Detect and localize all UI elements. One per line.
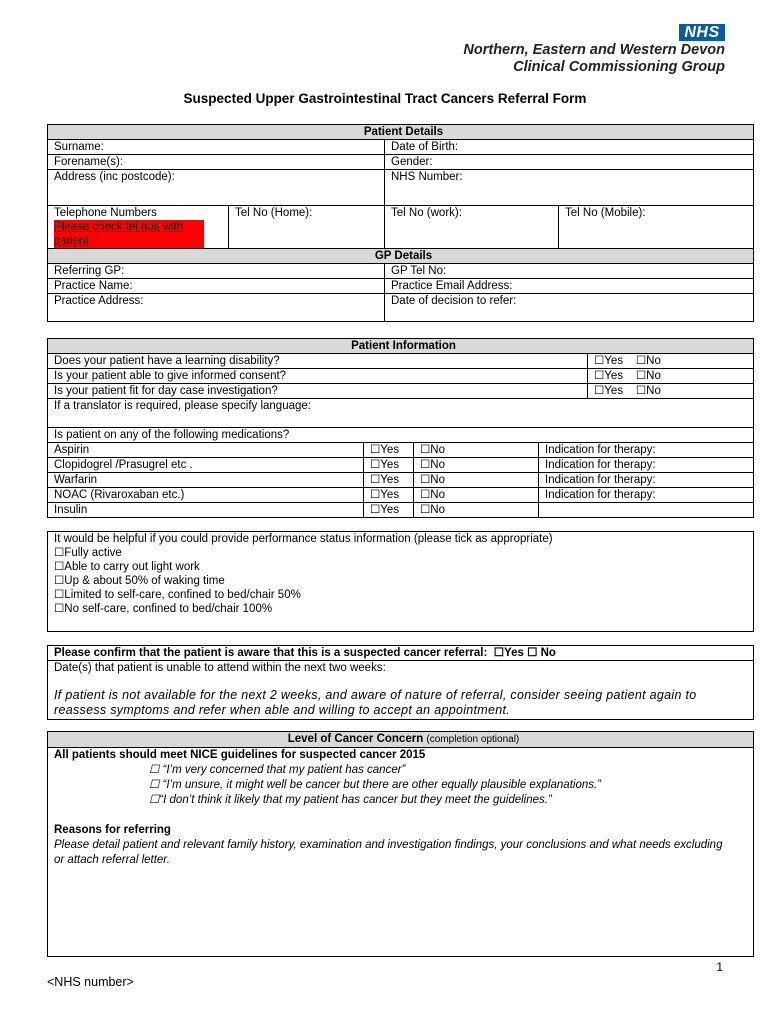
gp-tel-field[interactable]: GP Tel No: [385, 264, 754, 279]
performance-status-cell [48, 532, 754, 632]
surname-field[interactable]: Surname: [48, 140, 385, 155]
confirm-awareness-row [48, 646, 754, 661]
yes-no-cell [588, 354, 754, 369]
form-title: Suspected Upper Gastrointestinal Tract Cancers Referral Form [183, 91, 587, 106]
performance-option-light-work[interactable]: ☐Able to carry out light work [54, 561, 200, 573]
org-name-line2: Clinical Commissioning Group [513, 59, 725, 75]
medication-insulin: Insulin [48, 503, 364, 518]
concern-body [48, 748, 754, 957]
concern-option-very-concerned[interactable]: ☐ “I’m very concerned that my patient has cancer” [149, 764, 406, 776]
no-checkbox[interactable]: ☐No [414, 458, 539, 473]
indication-field[interactable]: Indication for therapy: [539, 458, 754, 473]
concern-option-unsure[interactable]: ☐ “I’m unsure, it might well be cancer but there are other equally plausible explanations.” [149, 779, 602, 791]
yes-checkbox[interactable]: ☐Yes [594, 370, 624, 382]
confirm-awareness-table [47, 645, 754, 720]
concern-heading-cell [48, 732, 754, 748]
medication-warfarin: Warfarin [48, 473, 364, 488]
medication-clopidogrel: Clopidogrel /Prasugrel etc . [48, 458, 364, 473]
indication-field[interactable]: Indication for therapy: [539, 443, 754, 458]
unable-dates-field[interactable]: Date(s) that patient is unable to attend within the next two weeks: [54, 662, 386, 674]
concern-heading: Level of Cancer Concern [287, 733, 424, 745]
tel-mobile-field[interactable]: Tel No (Mobile): [559, 206, 754, 249]
nice-guidelines: All patients should meet NICE guidelines for suspected cancer 2015 [54, 749, 426, 761]
dob-field[interactable]: Date of Birth: [385, 140, 754, 155]
performance-status-table [47, 531, 754, 632]
tel-home-field[interactable]: Tel No (Home): [229, 206, 385, 249]
performance-option-fully-active[interactable]: ☐Fully active [54, 547, 122, 559]
page-number: 1 [716, 960, 723, 974]
yes-checkbox[interactable]: ☐Yes [364, 458, 414, 473]
yes-checkbox[interactable]: ☐Yes [364, 488, 414, 503]
nhs-logo: NHS [679, 24, 725, 41]
yes-checkbox[interactable]: ☐Yes [364, 443, 414, 458]
question-informed-consent: Is your patient able to give informed consent? [48, 369, 588, 384]
confirm-question: Please confirm that the patient is aware that this is a suspected cancer referral: [54, 647, 488, 659]
tel-work-field[interactable]: Tel No (work): [385, 206, 559, 249]
address-field[interactable]: Address (inc postcode): [48, 170, 385, 206]
no-checkbox[interactable]: ☐No [414, 473, 539, 488]
no-checkbox[interactable]: ☐No [635, 355, 661, 367]
reasons-instructions[interactable]: Please detail patient and relevant family history, examination and investigation findings, your conclusions and what needs excluding or attach referral letter. [54, 839, 723, 866]
confirm-yes-checkbox[interactable]: ☐Yes [493, 647, 524, 659]
unable-dates-cell [48, 661, 754, 720]
gender-field[interactable]: Gender: [385, 155, 754, 170]
nhs-number-field[interactable]: NHS Number: [385, 170, 754, 206]
concern-option-unlikely[interactable]: ☐“I don’t think it likely that my patient has cancer but they meet the guidelines.” [149, 794, 552, 806]
empty-cell [539, 503, 754, 518]
tel-warning: Please check tel nos with patient [54, 220, 204, 248]
performance-option-up-about[interactable]: ☐Up & about 50% of waking time [54, 575, 225, 587]
performance-option-no-self-care[interactable]: ☐No self-care, confined to bed/chair 100% [54, 603, 273, 615]
translator-field[interactable]: If a translator is required, please specify language: [48, 399, 754, 428]
forenames-field[interactable]: Forename(s): [48, 155, 385, 170]
availability-note: If patient is not available for the next 2 weeks, and aware of nature of referral, consider seeing patient again to reassess symptoms and refer when able and willing to accept an appointment. [54, 688, 697, 717]
yes-no-cell [588, 384, 754, 399]
practice-email-field[interactable]: Practice Email Address: [385, 279, 754, 294]
yes-checkbox[interactable]: ☐Yes [364, 473, 414, 488]
indication-field[interactable]: Indication for therapy: [539, 473, 754, 488]
medications-question: Is patient on any of the following medications? [48, 428, 754, 443]
performance-intro: It would be helpful if you could provide performance status information (please tick as appropriate) [54, 533, 553, 545]
practice-address-field[interactable]: Practice Address: [48, 294, 385, 322]
question-day-case: Is your patient fit for day case investigation? [48, 384, 588, 399]
no-checkbox[interactable]: ☐No [414, 443, 539, 458]
no-checkbox[interactable]: ☐No [414, 503, 539, 518]
indication-field[interactable]: Indication for therapy: [539, 488, 754, 503]
confirm-no-checkbox[interactable]: ☐ No [527, 647, 556, 659]
cancer-concern-table [47, 731, 754, 957]
patient-details-heading: Patient Details [48, 125, 754, 140]
patient-information-table [47, 338, 754, 518]
medication-aspirin: Aspirin [48, 443, 364, 458]
patient-info-heading: Patient Information [48, 339, 754, 354]
reasons-heading: Reasons for referring [54, 824, 171, 836]
telephone-label-cell [48, 206, 229, 249]
no-checkbox[interactable]: ☐No [414, 488, 539, 503]
patient-details-table [47, 124, 754, 322]
decision-date-field[interactable]: Date of decision to refer: [385, 294, 754, 322]
no-checkbox[interactable]: ☐No [635, 385, 661, 397]
yes-checkbox[interactable]: ☐Yes [594, 355, 624, 367]
medication-noac: NOAC (Rivaroxaban etc.) [48, 488, 364, 503]
performance-option-limited-self-care[interactable]: ☐Limited to self-care, confined to bed/chair 50% [54, 589, 301, 601]
telephone-label: Telephone Numbers [54, 207, 157, 219]
concern-heading-note: (completion optional) [426, 734, 520, 745]
yes-checkbox[interactable]: ☐Yes [594, 385, 624, 397]
yes-no-cell [588, 369, 754, 384]
question-learning-disability: Does your patient have a learning disability? [48, 354, 588, 369]
practice-name-field[interactable]: Practice Name: [48, 279, 385, 294]
org-name-line1: Northern, Eastern and Western Devon [463, 42, 725, 58]
footer-nhs-number: <NHS number> [47, 975, 134, 989]
gp-details-heading: GP Details [48, 249, 754, 264]
referring-gp-field[interactable]: Referring GP: [48, 264, 385, 279]
no-checkbox[interactable]: ☐No [635, 370, 661, 382]
yes-checkbox[interactable]: ☐Yes [364, 503, 414, 518]
